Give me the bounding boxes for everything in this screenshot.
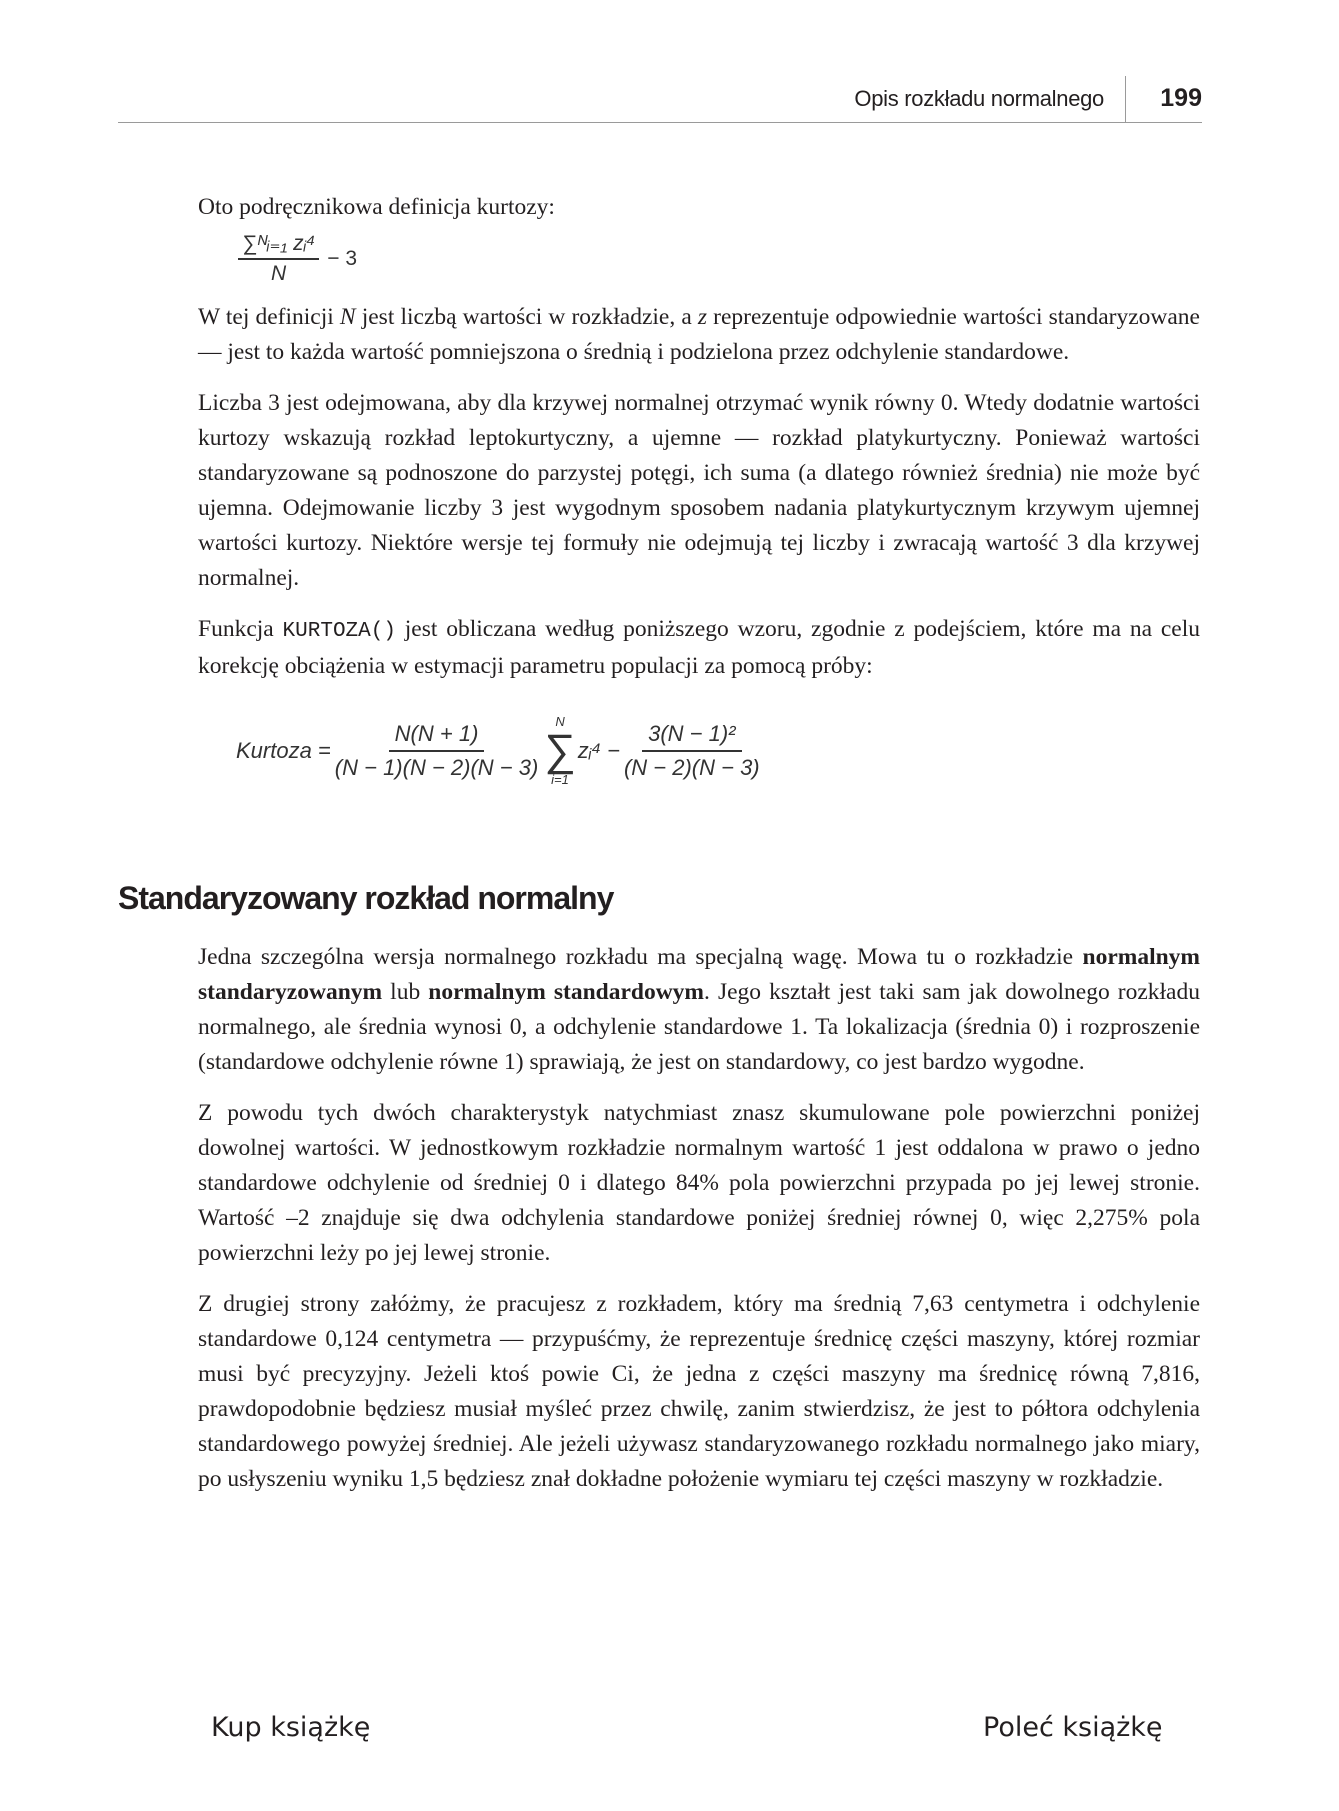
text-run: reprezentuje odpowiednie wartości standaryzowane — jest to każda wartość pomniejszona o średnią i podzielona przez odchylenie standardowe. <box>198 304 1200 365</box>
recommend-book-link[interactable]: Poleć książkę <box>983 1712 1163 1743</box>
formula2-fraction-2 <box>624 721 760 781</box>
text-run: W tej definicji <box>198 304 340 330</box>
header-section-title: Opis rozkładu normalnego <box>854 86 1104 111</box>
section-heading: Standaryzowany rozkład normalny <box>118 880 614 916</box>
sigma-upper-limit: N <box>555 714 565 729</box>
function-name: KURTOZA() <box>282 620 396 643</box>
text-run: . Jego kształt jest taki sam jak dowolnego rozkładu normalnego, ale średnia wynosi 0, a odchylenie standardowe 1. Ta lokalizacja (średnia 0) i rozproszenie (standardowe odchylenie równe 1) sprawiają, że jest on standardowy, co jest bardzo wygodne. <box>198 979 1200 1075</box>
header-divider <box>1125 76 1127 122</box>
text-run: Funkcja <box>198 616 283 642</box>
text-run: lub <box>382 979 429 1005</box>
formula2-summation <box>544 715 575 787</box>
formula2-fraction-1 <box>335 721 539 781</box>
formula2-frac1-denominator: (N − 1)(N − 2)(N − 3) <box>334 755 539 780</box>
kurtosis-intro: Oto podręcznikowa definicja kurtozy: <box>198 194 555 220</box>
variable-N: N <box>339 304 356 330</box>
running-header <box>118 76 1202 123</box>
text-run: jest obliczana według poniższego wzoru, zgodnie z podejściem, które ma na celu korekcję obciążenia w estymacji parametru populacji za pomocą próby: <box>198 616 1200 679</box>
bold-term: normalnym standaryzowanym <box>198 944 1200 1005</box>
sigma-symbol: ∑ <box>544 726 576 775</box>
text-run: Jedna szczególna wersja normalnego rozkładu ma specjalną wagę. Mowa tu o rozkładzie <box>198 944 1083 970</box>
paragraph-standard-normal-intro <box>198 940 1200 1080</box>
buy-book-link[interactable]: Kup książkę <box>211 1712 371 1743</box>
kurtosis-formula-textbook <box>238 231 1200 286</box>
formula1-tail: − 3 <box>327 246 358 270</box>
formula1-numerator: ∑ᴺᵢ₌₁ zᵢ⁴ <box>238 231 319 260</box>
formula1-fraction <box>238 231 319 286</box>
formula2-term: zᵢ⁴ − <box>577 738 620 763</box>
formula2-frac1-numerator: N(N + 1) <box>389 721 485 752</box>
paragraph-function <box>198 612 1200 684</box>
paragraph-definition <box>198 300 1200 370</box>
sigma-lower-limit: i=1 <box>551 772 569 787</box>
kurtosis-formula-excel <box>236 706 1200 796</box>
paragraph-example: Z drugiej strony załóżmy, że pracujesz z rozkładem, który ma średnią 7,63 centymetra i odchylenie standardowe 0,124 centymetra — przypuśćmy, że reprezentuje średnicę części maszyny, której rozmiar musi być precyzyjny. Jeżeli ktoś powie Ci, że jedna z części maszyny ma średnicę równą 7,816, prawdopodobnie będziesz musiał myśleć przez chwilę, zanim stwierdzisz, że jest to półtora odchylenia standardowego powyżej średniej. Ale jeżeli używasz standaryzowanego rozkładu normalnego jako miary, po usłyszeniu wyniku 1,5 będziesz znał dokładne położenie wymiaru tej części maszyny w rozkładzie. <box>198 1291 1200 1492</box>
variable-z: z <box>697 304 708 330</box>
paragraph-cumulative-area: Z powodu tych dwóch charakterystyk natychmiast znasz skumulowane pole powierzchni poniżej dowolnej wartości. W jednostkowym rozkładzie normalnym wartość 1 jest oddalona w prawo o jedno standardowe odchylenie od średniej 0 i dlatego 84% pola powierzchni przypada po jej lewej stronie. Wartość –2 znajduje się dwa odchylenia standardowe poniżej średniej równej 0, więc 2,275% pola powierzchni leży po jej lewej stronie. <box>198 1100 1200 1266</box>
formula2-frac2-denominator: (N − 2)(N − 3) <box>623 755 760 780</box>
bold-term: normalnym standardowym <box>428 979 705 1005</box>
section-kurtosis <box>198 190 1200 796</box>
formula2-lhs: Kurtoza = <box>236 738 331 763</box>
page-number: 199 <box>1160 84 1202 112</box>
paragraph-explanation: Liczba 3 jest odejmowana, aby dla krzywej normalnej otrzymać wynik równy 0. Wtedy dodatnie wartości kurtozy wskazują rozkład leptokurtyczny, a ujemne — rozkład platykurtyczny. Ponieważ wartości standaryzowane są podnoszone do parzystej potęgi, ich suma (a dlatego również średnia) nie może być ujemna. Odejmowanie liczby 3 jest wygodnym sposobem nadania platykurtycznym krzywym ujemnej wartości kurtozy. Niektóre wersje tej formuły nie odejmują tej liczby i zwracają wartość 3 dla krzywej normalnej. <box>198 390 1200 591</box>
formula1-denominator: N <box>271 262 287 285</box>
formula2-frac2-numerator: 3(N − 1)² <box>642 721 741 752</box>
text-run: jest liczbą wartości w rozkładzie, a <box>355 304 698 330</box>
section-standard-normal <box>198 940 1200 1497</box>
